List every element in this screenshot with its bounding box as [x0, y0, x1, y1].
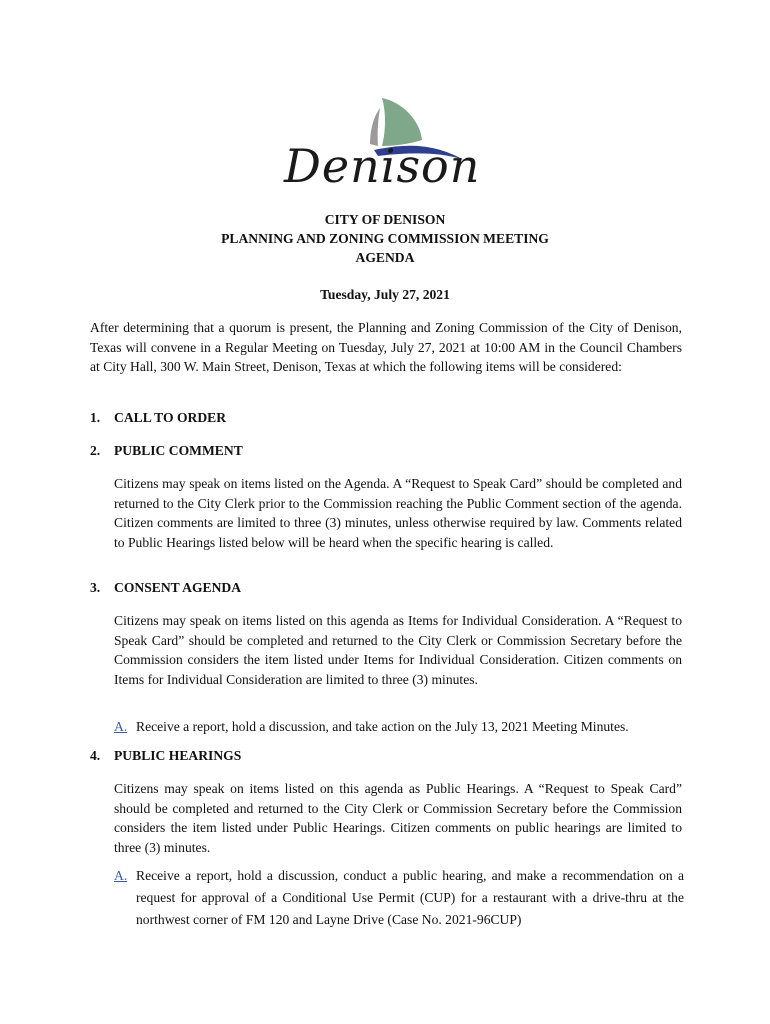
section-number: 3. — [90, 580, 101, 595]
section-title: CALL TO ORDER — [114, 410, 227, 425]
consent-agenda-paragraph: Citizens may speak on items listed on this agenda as Items for Individual Consideration. A “Request to Speak Card” should be completed and returned to the City Clerk or Commission Secretary before the Commission considers the item listed under Items for Individual Consideration. Citizen comments on Items for Individual Consideration are limited to three (3) minutes. — [114, 613, 682, 687]
item-link-a[interactable]: A. — [114, 719, 128, 734]
section-number: 4. — [90, 748, 101, 763]
consent-item-a — [114, 717, 682, 737]
city-title: CITY OF DENISON — [324, 212, 446, 227]
meeting-title: PLANNING AND ZONING COMMISSION MEETING — [221, 231, 549, 246]
agenda-title: AGENDA — [355, 250, 415, 265]
section-title: PUBLIC HEARINGS — [114, 748, 242, 763]
meeting-date: Tuesday, July 27, 2021 — [320, 287, 450, 302]
logo-wordmark: Denison — [284, 139, 481, 193]
section-title: PUBLIC COMMENT — [114, 443, 243, 458]
item-link-a[interactable]: A. — [114, 868, 128, 883]
denison-logo — [282, 94, 492, 194]
agenda-title-block — [0, 210, 770, 267]
section-number: 1. — [90, 410, 101, 425]
section-title: CONSENT AGENDA — [114, 580, 242, 595]
intro-paragraph: After determining that a quorum is present, the Planning and Zoning Commission of the City of Denison, Texas will convene in a Regular Meeting on Tuesday, July 27, 2021 at 10:00 AM in the Council Chambers at City Hall, 300 W. Main Street, Denison, Texas at which the following items will be considered: — [90, 320, 682, 374]
public-comment-paragraph: Citizens may speak on items listed on the Agenda. A “Request to Speak Card” should be completed and returned to the City Clerk prior to the Commission reaching the Public Comment section of the agenda. Citizen comments are limited to three (3) minutes, unless otherwise required by law. Comments related to Public Hearings listed below will be heard when the specific hearing is called. — [114, 476, 682, 550]
section-heading-call-to-order — [90, 408, 226, 428]
section-heading-public-comment — [90, 441, 243, 461]
item-text: Receive a report, hold a discussion, and take action on the July 13, 2021 Meeting Minutes. — [136, 719, 629, 734]
section-number: 2. — [90, 443, 101, 458]
public-hearing-item-a — [114, 865, 684, 931]
section-heading-consent-agenda — [90, 578, 241, 598]
section-heading-public-hearings — [90, 746, 241, 766]
public-hearings-paragraph: Citizens may speak on items listed on this agenda as Public Hearings. A “Request to Speak Card” should be completed and returned to the City Clerk or Commission Secretary before the Commission considers the item listed under Public Hearings. Citizen comments on public hearings are limited to three (3) minutes. — [114, 781, 682, 855]
item-text: Receive a report, hold a discussion, conduct a public hearing, and make a recommendation on a request for approval of a Conditional Use Permit (CUP) for a restaurant with a drive-thru at the northwest corner of FM 120 and Layne Drive (Case No. 2021-96CUP) — [136, 868, 684, 927]
